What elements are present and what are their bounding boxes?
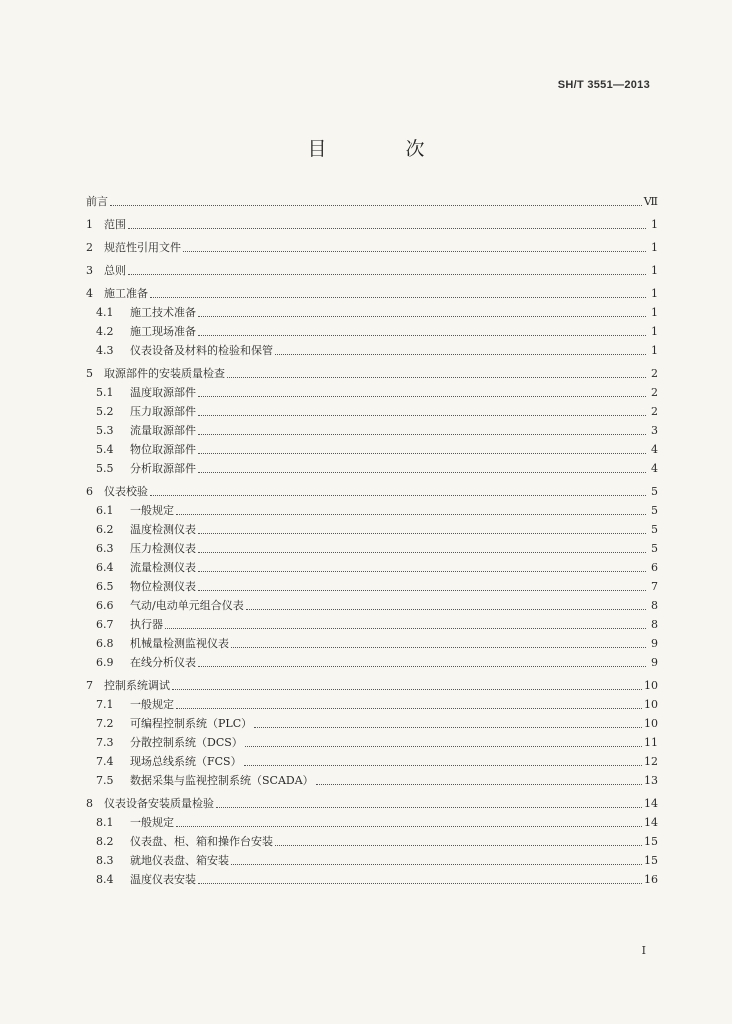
toc-entry-label: 分散控制系统（DCS） [130, 736, 243, 749]
toc-entry-number: 8.1 [96, 816, 114, 829]
toc-entry[interactable] [86, 558, 658, 577]
toc-entry-page: 8 [651, 599, 658, 612]
toc-entry-label: 施工技术准备 [130, 306, 196, 319]
dot-leader [254, 726, 642, 728]
toc-entry-label: 物位取源部件 [130, 443, 196, 456]
toc-entry-number: 6 [86, 485, 93, 498]
toc-entry-label: 总则 [104, 264, 126, 277]
toc-entry-page: 5 [651, 542, 658, 555]
toc-entry-label: 施工现场准备 [130, 325, 196, 338]
toc-entry-label: 仪表校验 [104, 485, 148, 498]
toc-entry[interactable] [86, 341, 658, 360]
dot-leader [198, 471, 646, 473]
toc-entry-page: 1 [651, 218, 658, 231]
toc-entry-page: 4 [651, 462, 658, 475]
toc-entry-number: 6.4 [96, 561, 114, 574]
dot-leader [198, 532, 646, 534]
toc-entry-label: 范围 [104, 218, 126, 231]
dot-leader [316, 783, 642, 785]
toc-entry-label: 流量检测仪表 [130, 561, 196, 574]
toc-entry[interactable] [86, 364, 658, 383]
toc-entry-number: 7.1 [96, 698, 114, 711]
toc-entry-page: 10 [644, 698, 658, 711]
dot-leader [245, 745, 642, 747]
dot-leader [150, 296, 646, 298]
toc-entry-page: 13 [644, 774, 658, 787]
toc-entry[interactable] [86, 870, 658, 889]
toc-entry[interactable] [86, 653, 658, 672]
toc-entry-number: 6.6 [96, 599, 114, 612]
toc-entry-label: 温度仪表安装 [130, 873, 196, 886]
toc-entry-page: 1 [651, 344, 658, 357]
toc-entry-label: 就地仪表盘、箱安装 [130, 854, 229, 867]
dot-leader [216, 806, 642, 808]
toc-entry-label: 压力取源部件 [130, 405, 196, 418]
toc-entry-label: 一般规定 [130, 504, 174, 517]
toc-entry-page: 15 [644, 854, 658, 867]
dot-leader [198, 414, 646, 416]
toc-entry[interactable] [86, 832, 658, 851]
toc-entry-label: 在线分析仪表 [130, 656, 196, 669]
toc-entry-number: 5.1 [96, 386, 114, 399]
dot-leader [172, 688, 642, 690]
toc-entry[interactable] [86, 261, 658, 280]
toc-entry-page: 10 [644, 717, 658, 730]
toc-entry[interactable] [86, 459, 658, 478]
toc-entry-label: 流量取源部件 [130, 424, 196, 437]
toc-entry-number: 6.1 [96, 504, 114, 517]
toc-entry[interactable] [86, 596, 658, 615]
toc-entry[interactable] [86, 615, 658, 634]
toc-entry-number: 2 [86, 241, 93, 254]
toc-entry-page: 11 [644, 736, 658, 749]
toc-entry[interactable] [86, 440, 658, 459]
toc-entry[interactable] [86, 215, 658, 234]
toc-entry-label: 规范性引用文件 [104, 241, 181, 254]
toc-entry-label: 温度取源部件 [130, 386, 196, 399]
dot-leader [165, 627, 646, 629]
toc-entry-label: 前言 [86, 195, 108, 208]
toc-entry-label: 仪表设备及材料的检验和保管 [130, 344, 273, 357]
toc-entry-number: 6.3 [96, 542, 114, 555]
toc-entry[interactable] [86, 577, 658, 596]
toc-entry[interactable] [86, 733, 658, 752]
dot-leader [110, 204, 642, 206]
toc-entry-number: 8.4 [96, 873, 114, 886]
toc-entry-page: 2 [651, 367, 658, 380]
dot-leader [198, 452, 646, 454]
toc-entry-number: 5.2 [96, 405, 114, 418]
dot-leader [150, 494, 646, 496]
page-number: I [641, 944, 646, 957]
toc-entry-label: 执行器 [130, 618, 163, 631]
toc-entry-number: 7 [86, 679, 93, 692]
dot-leader [198, 551, 646, 553]
toc-entry-page: 1 [651, 287, 658, 300]
toc-entry-number: 5.5 [96, 462, 114, 475]
dot-leader [231, 646, 646, 648]
toc-entry[interactable] [86, 402, 658, 421]
dot-leader [176, 513, 646, 515]
toc-entry-page: 12 [644, 755, 658, 768]
toc-entry-number: 8 [86, 797, 93, 810]
toc-entry-label: 现场总线系统（FCS） [130, 755, 242, 768]
toc-entry[interactable] [86, 813, 658, 832]
toc-entry[interactable] [86, 482, 658, 501]
toc-entry-number: 8.3 [96, 854, 114, 867]
toc-entry-number: 4.2 [96, 325, 114, 338]
toc-entry[interactable] [86, 383, 658, 402]
toc-entry-label: 仪表设备安装质量检验 [104, 797, 214, 810]
toc-entry-page: 2 [651, 386, 658, 399]
toc-entry-label: 物位检测仪表 [130, 580, 196, 593]
toc-entry-label: 施工准备 [104, 287, 148, 300]
toc-entry-number: 6.7 [96, 618, 114, 631]
toc-entry-page: 14 [644, 816, 658, 829]
toc-entry-number: 7.5 [96, 774, 114, 787]
toc-entry-page: 1 [651, 264, 658, 277]
toc-entry-label: 分析取源部件 [130, 462, 196, 475]
dot-leader [176, 825, 642, 827]
toc-entry-page: 5 [651, 523, 658, 536]
dot-leader [176, 707, 642, 709]
toc-entry-label: 仪表盘、柜、箱和操作台安装 [130, 835, 273, 848]
toc-entry-page: 1 [651, 241, 658, 254]
toc-entry-label: 控制系统调试 [104, 679, 170, 692]
toc-entry[interactable] [86, 520, 658, 539]
toc-entry-number: 1 [86, 218, 93, 231]
toc-entry-number: 5.3 [96, 424, 114, 437]
toc-entry-page: 2 [651, 405, 658, 418]
toc-entry[interactable] [86, 714, 658, 733]
dot-leader [231, 863, 642, 865]
toc-entry[interactable] [86, 794, 658, 813]
toc-entry[interactable] [86, 695, 658, 714]
toc-entry-page: 16 [644, 873, 658, 886]
toc-entry-page: 3 [651, 424, 658, 437]
toc-entry[interactable] [86, 676, 658, 695]
toc-entry-page: 7 [651, 580, 658, 593]
toc-entry-number: 7.4 [96, 755, 114, 768]
toc-entry[interactable] [86, 539, 658, 558]
toc-entry-number: 6.5 [96, 580, 114, 593]
toc-entry-label: 机械量检测监视仪表 [130, 637, 229, 650]
toc-entry-label: 可编程控制系统（PLC） [130, 717, 253, 730]
dot-leader [275, 844, 642, 846]
standard-code: SH/T 3551—2013 [557, 79, 650, 91]
toc-entry-page: 8 [651, 618, 658, 631]
toc-entry-page: 10 [644, 679, 658, 692]
toc-entry-number: 6.9 [96, 656, 114, 669]
toc-entry-label: 数据采集与监视控制系统（SCADA） [130, 774, 314, 787]
dot-leader [275, 353, 646, 355]
toc-entry-page: 4 [651, 443, 658, 456]
toc-entry[interactable] [86, 501, 658, 520]
dot-leader [246, 608, 646, 610]
toc-entry-number: 4.1 [96, 306, 114, 319]
toc-entry-page: 5 [651, 485, 658, 498]
dot-leader [244, 764, 642, 766]
toc-entry-label: 压力检测仪表 [130, 542, 196, 555]
dot-leader [128, 273, 646, 275]
toc-entry[interactable] [86, 192, 658, 211]
toc-entry-label: 温度检测仪表 [130, 523, 196, 536]
toc-entry-page: 6 [651, 561, 658, 574]
toc-entry[interactable] [86, 634, 658, 653]
toc-entry-number: 5.4 [96, 443, 114, 456]
dot-leader [198, 315, 646, 317]
dot-leader [198, 395, 646, 397]
toc-entry-label: 取源部件的安装质量检查 [104, 367, 225, 380]
toc-entry[interactable] [86, 303, 658, 322]
dot-leader [183, 250, 646, 252]
toc-entry-number: 6.8 [96, 637, 114, 650]
dot-leader [227, 376, 646, 378]
dot-leader [198, 570, 646, 572]
dot-leader [198, 589, 646, 591]
toc-entry[interactable] [86, 421, 658, 440]
toc-entry-number: 4 [86, 287, 93, 300]
toc-entry-page: 1 [651, 325, 658, 338]
dot-leader [198, 882, 642, 884]
toc-entry-label: 气动/电动单元组合仪表 [130, 599, 244, 612]
toc-entry-page: Ⅶ [643, 195, 658, 208]
toc-entry[interactable] [86, 238, 658, 257]
toc-entry-number: 5 [86, 367, 93, 380]
dot-leader [198, 665, 646, 667]
toc-entry-number: 7.3 [96, 736, 114, 749]
toc-entry[interactable] [86, 322, 658, 341]
dot-leader [198, 334, 646, 336]
toc-entry-page: 9 [651, 637, 658, 650]
table-of-contents [86, 192, 658, 889]
toc-entry-label: 一般规定 [130, 816, 174, 829]
toc-entry[interactable] [86, 771, 658, 790]
toc-entry-page: 1 [651, 306, 658, 319]
toc-entry-page: 9 [651, 656, 658, 669]
toc-entry-label: 一般规定 [130, 698, 174, 711]
page-title: 目 次 [307, 138, 455, 160]
toc-entry-page: 15 [644, 835, 658, 848]
toc-entry-page: 5 [651, 504, 658, 517]
toc-entry-number: 8.2 [96, 835, 114, 848]
toc-entry-number: 6.2 [96, 523, 114, 536]
toc-entry-page: 14 [644, 797, 658, 810]
toc-entry[interactable] [86, 851, 658, 870]
toc-entry[interactable] [86, 284, 658, 303]
toc-entry-number: 4.3 [96, 344, 114, 357]
dot-leader [128, 227, 646, 229]
toc-entry[interactable] [86, 752, 658, 771]
dot-leader [198, 433, 646, 435]
toc-entry-number: 7.2 [96, 717, 114, 730]
toc-entry-number: 3 [86, 264, 93, 277]
